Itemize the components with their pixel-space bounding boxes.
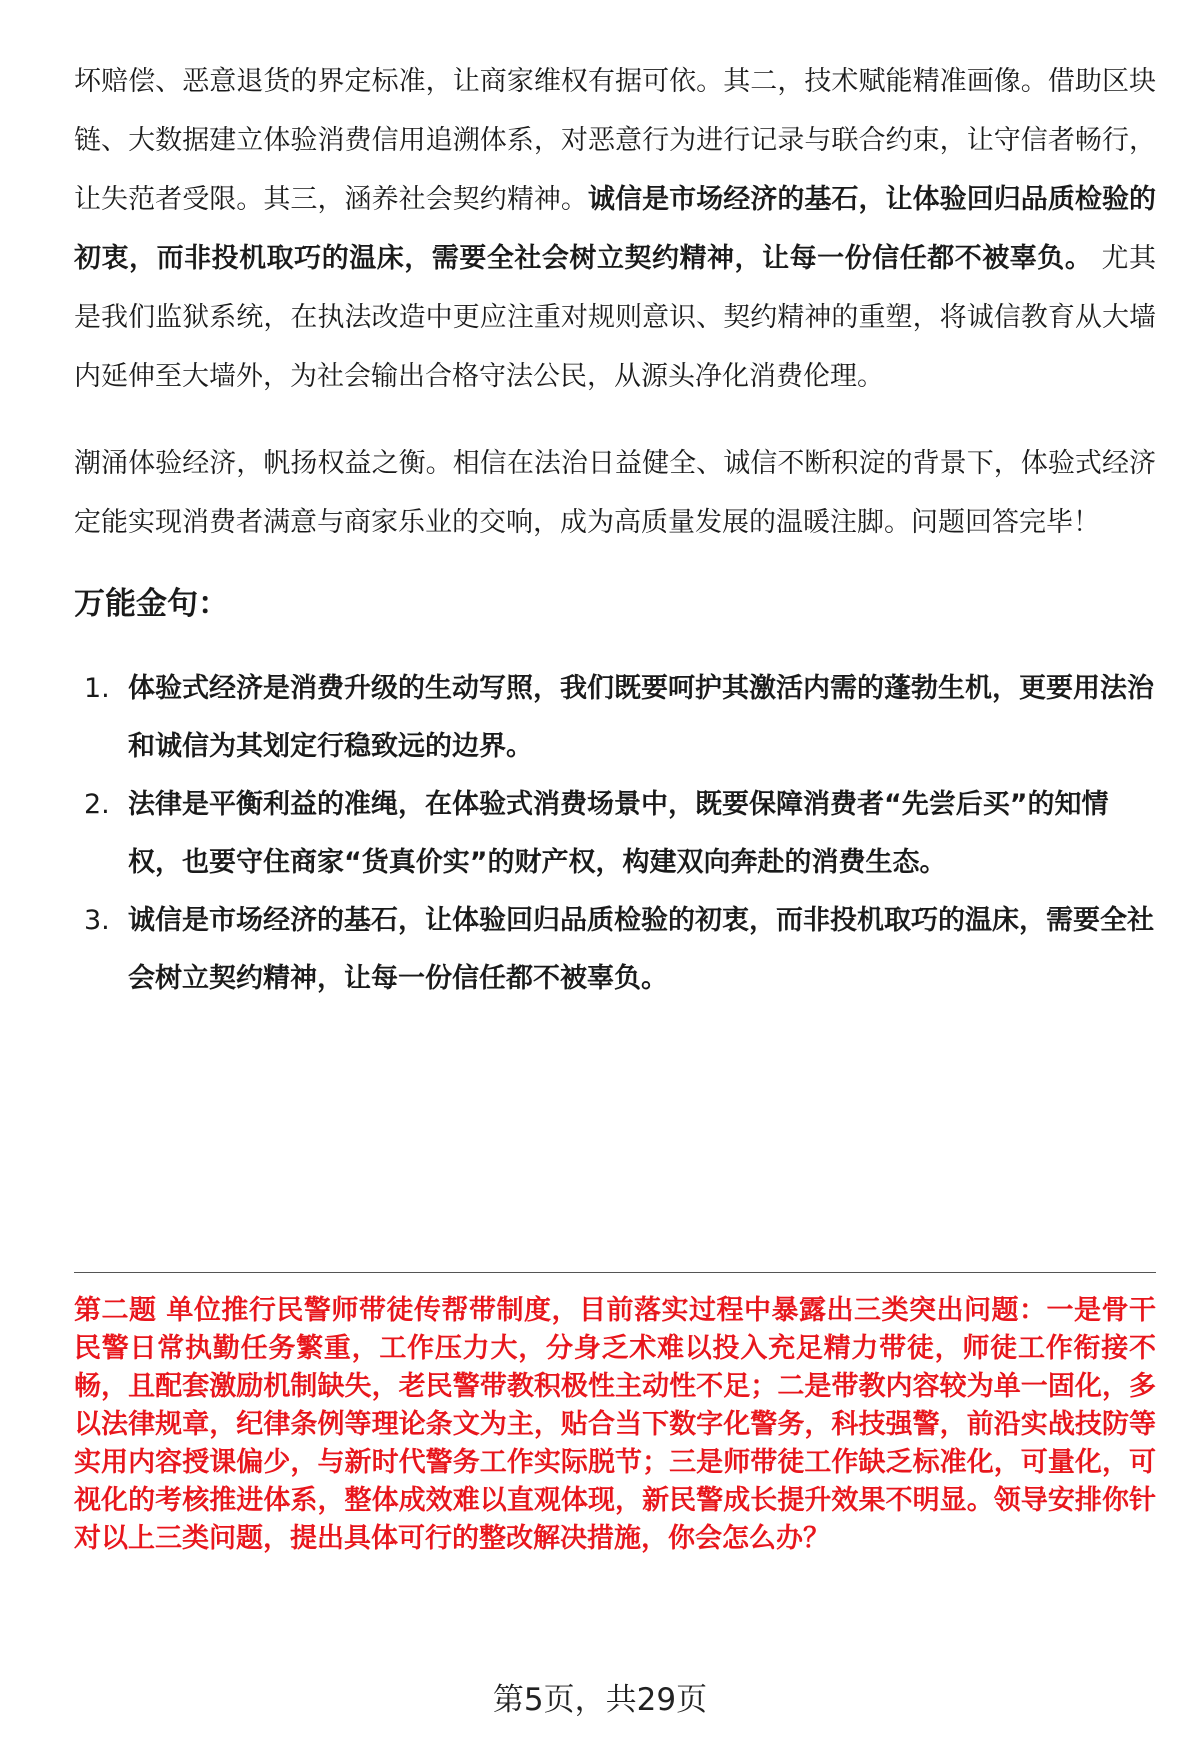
- list-item: [74, 776, 1156, 892]
- page-number: 第5页，共29页: [492, 1682, 708, 1718]
- list-item: [74, 660, 1156, 776]
- list-item-number: 3.: [84, 905, 110, 936]
- golden-sentences-heading: 万能金句：: [74, 586, 229, 622]
- question-prompt: 第二题 单位推行民警师带徒传帮带制度，目前落实过程中暴露出三类突出问题：一是骨干民警日常执勤任务繁重，工作压力大，分身乏术难以投入充足精力带徒，师徒工作衔接不畅，且配套激励机制缺失，老民警带教积极性主动性不足；二是带教内容较为单一固化，多以法律规章，纪律条例等理论条文为主，贴合当下数字化警务，科技强警，前沿实战技防等实用内容授课偏少，与新时代警务工作实际脱节；三是师带徒工作缺乏标准化，可量化，可视化的考核推进体系，整体成效难以直观体现，新民警成长提升效果不明显。领导安排你针对以上三类问题，提出具体可行的整改解决措施，你会怎么办？: [74, 1295, 1156, 1554]
- section-divider: [74, 1272, 1156, 1273]
- paragraph-integrity-tail: 尤其是我们监狱系统，在执法改造中更应注重对规则意识、契约精神的重塑，将诚信教育从大墙内延伸至大墙外，为社会输出合格守法公民，从源头净化消费伦理。: [74, 243, 1156, 392]
- list-item-text: 诚信是市场经济的基石，让体验回归品质检验的初衷，而非投机取巧的温床，需要全社会树立契约精神，让每一份信任都不被辜负。: [128, 905, 1154, 994]
- paragraph-integrity-text: 坏赔偿、恶意退货的界定标准，让商家维权有据可依。其二，技术赋能精准画像。借助区块链、大数据建立体验消费信用追溯体系，对恶意行为进行记录与联合约束，让守信者畅行，让失范者受限。其三，涵养社会契约精神。: [74, 66, 1156, 215]
- list-item-number: 2.: [84, 789, 110, 820]
- paragraph-integrity: [74, 52, 1156, 406]
- document-body: [74, 52, 1156, 1008]
- list-item-text: 体验式经济是消费升级的生动写照，我们既要呵护其激活内需的蓬勃生机，更要用法治和诚信为其划定行稳致远的边界。: [128, 673, 1154, 762]
- list-item-text: 法律是平衡利益的准绳，在体验式消费场景中，既要保障消费者“先尝后买”的知情权，也要守住商家“货真价实”的财产权，构建双向奔赴的消费生态。: [128, 789, 1109, 878]
- list-item-number: 1.: [84, 673, 110, 704]
- golden-sentences-list: [74, 660, 1156, 1008]
- list-item: [74, 892, 1156, 1008]
- paragraph-integrity-bold: 诚信是市场经济的基石，让体验回归品质检验的初衷，而非投机取巧的温床，需要全社会树立契约精神，让每一份信任都不被辜负。: [74, 184, 1157, 274]
- paragraph-conclusion: 潮涌体验经济，帆扬权益之衡。相信在法治日益健全、诚信不断积淀的背景下，体验式经济定能实现消费者满意与商家乐业的交响，成为高质量发展的温暖注脚。问题回答完毕！: [74, 448, 1156, 538]
